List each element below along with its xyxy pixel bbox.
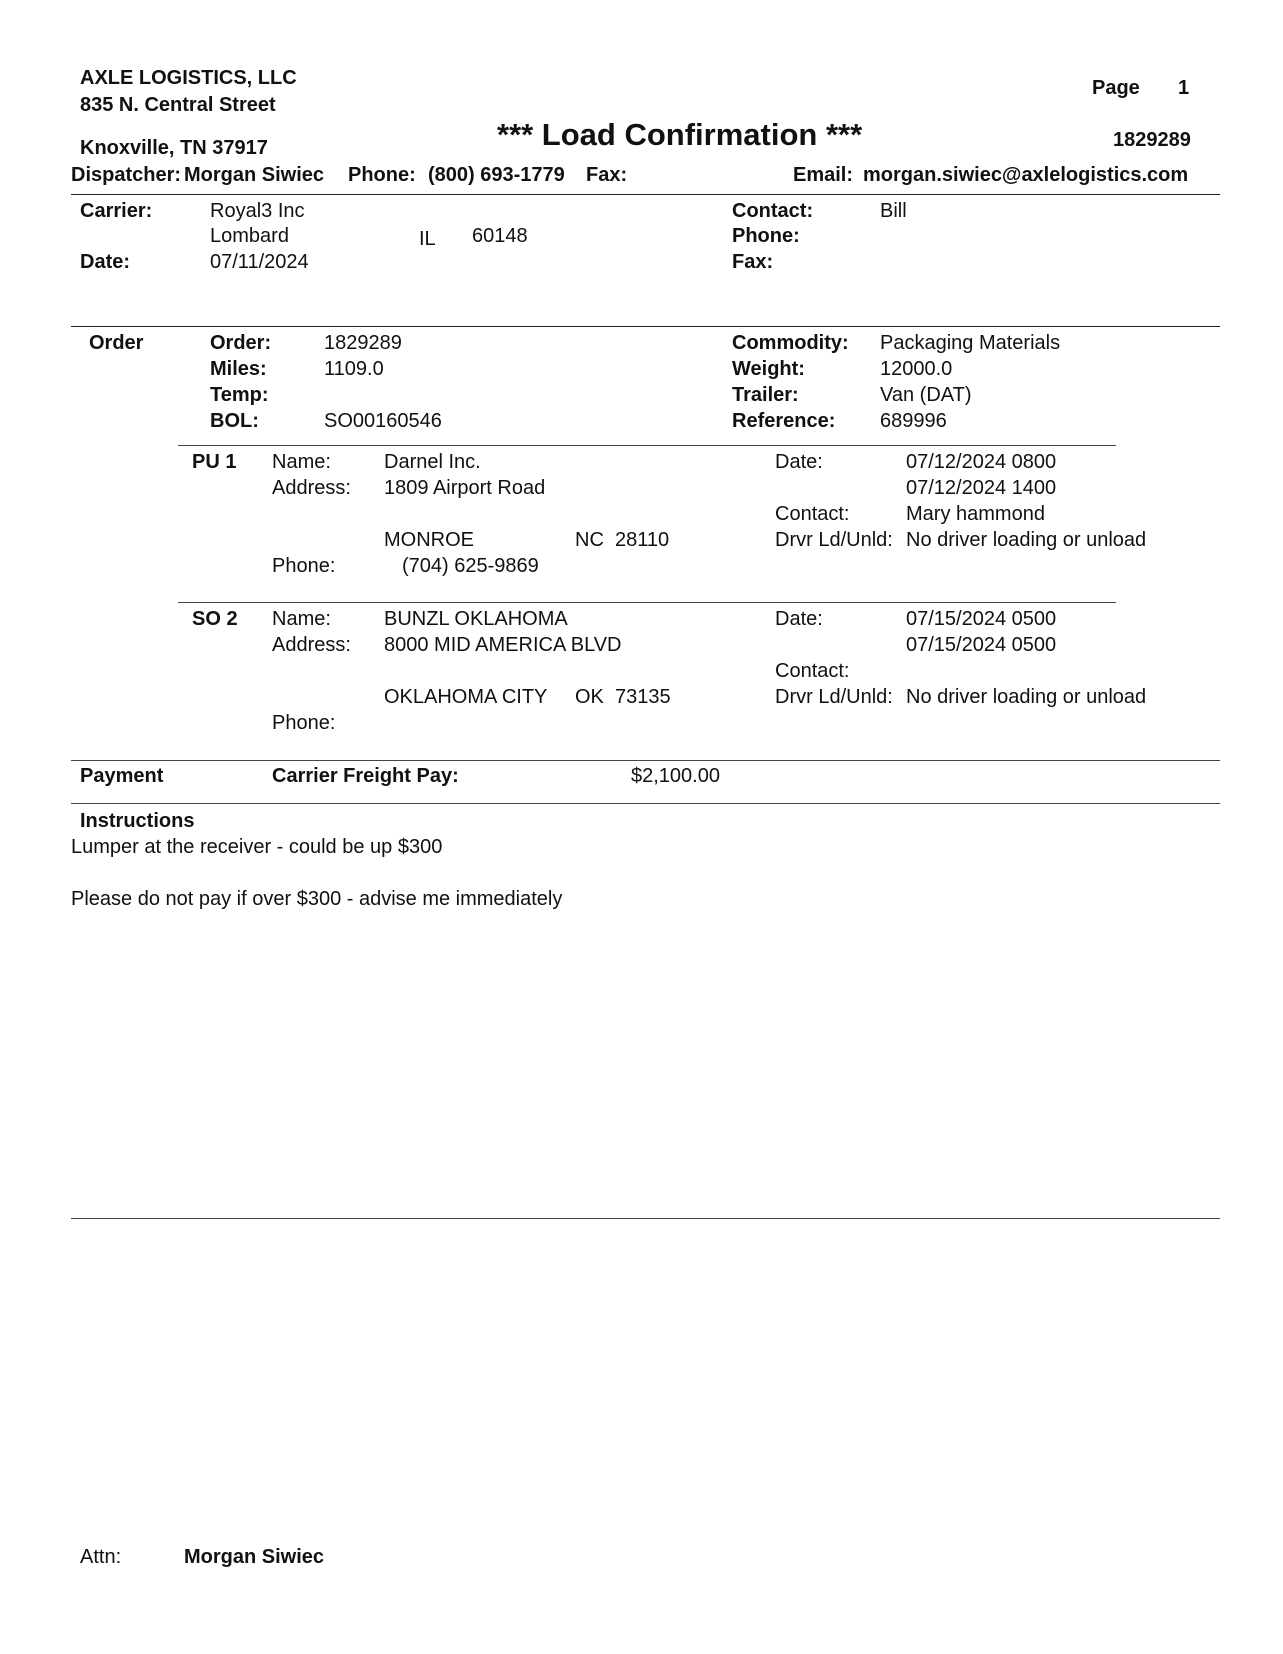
stop-name: BUNZL OKLAHOMA (384, 608, 568, 630)
stop-state-zip: NC 28110 (575, 529, 670, 551)
stop-name: Darnel Inc. (384, 451, 481, 473)
stop-drvr: No driver loading or unload (906, 529, 1147, 551)
stop-date-from: 07/12/2024 0800 (906, 451, 1057, 473)
stop-date-to: 07/12/2024 1400 (906, 477, 1057, 499)
stop-date-label: Date: (775, 608, 823, 630)
carrier-city: Lombard (210, 225, 289, 247)
stop-city: MONROE (384, 529, 474, 551)
stop-address-label: Address: (272, 634, 351, 656)
instruction-line: Please do not pay if over $300 - advise me immediately (71, 888, 563, 910)
attn-label: Attn: (80, 1546, 122, 1568)
divider (178, 602, 1116, 603)
attn-name: Morgan Siwiec (184, 1546, 325, 1568)
stop-name-label: Name: (272, 608, 331, 630)
temp-label: Temp: (210, 384, 269, 406)
reference-value: 689996 (880, 410, 947, 432)
dispatcher-email-label: Email: (793, 164, 854, 186)
dispatcher-name: Morgan Siwiec (184, 164, 325, 186)
divider (71, 194, 1220, 195)
stop-date-to: 07/15/2024 0500 (906, 634, 1057, 656)
carrier-contact: Bill (880, 200, 907, 222)
stop-address-label: Address: (272, 477, 351, 499)
divider (71, 1218, 1220, 1219)
miles-label: Miles: (210, 358, 267, 380)
carrier-fax-label: Fax: (732, 251, 774, 273)
stop-date-label: Date: (775, 451, 823, 473)
weight-label: Weight: (732, 358, 805, 380)
company-street: 835 N. Central Street (80, 94, 276, 116)
dispatcher-label: Dispatcher: (71, 164, 182, 186)
bol-value: SO00160546 (324, 410, 442, 432)
freight-pay-label: Carrier Freight Pay: (272, 765, 459, 787)
page-label: Page (1092, 77, 1140, 99)
stop-city: OKLAHOMA CITY (384, 686, 548, 708)
dispatcher-phone-label: Phone: (348, 164, 416, 186)
trailer-value: Van (DAT) (880, 384, 972, 406)
divider (71, 326, 1220, 327)
carrier-zip: 60148 (472, 225, 528, 247)
stop-contact-label: Contact: (775, 660, 850, 682)
stop-state-zip: OK 73135 (575, 686, 671, 708)
trailer-label: Trailer: (732, 384, 799, 406)
stop-name-label: Name: (272, 451, 331, 473)
miles-value: 1109.0 (324, 358, 384, 380)
order-number: 1829289 (324, 332, 402, 354)
commodity-label: Commodity: (732, 332, 849, 354)
carrier-phone-label: Phone: (732, 225, 800, 247)
stop-date-from: 07/15/2024 0500 (906, 608, 1057, 630)
stop-phone-label: Phone: (272, 555, 336, 577)
stop-address: 1809 Airport Road (384, 477, 546, 499)
stop-phone-label: Phone: (272, 712, 336, 734)
instructions-label: Instructions (80, 810, 195, 832)
divider (178, 445, 1116, 446)
order-section-label: Order (89, 332, 144, 354)
dispatcher-phone: (800) 693-1779 (428, 164, 565, 186)
commodity-value: Packaging Materials (880, 332, 1061, 354)
divider (71, 803, 1220, 804)
carrier-date-label: Date: (80, 251, 131, 273)
stop-drvr: No driver loading or unload (906, 686, 1147, 708)
stop-address: 8000 MID AMERICA BLVD (384, 634, 622, 656)
stop-contact: Mary hammond (906, 503, 1045, 525)
carrier-label: Carrier: (80, 200, 153, 222)
page-number: 1 (1178, 77, 1190, 99)
order-label: Order: (210, 332, 272, 354)
company-city: Knoxville, TN 37917 (80, 137, 268, 159)
company-name: AXLE LOGISTICS, LLC (80, 67, 297, 89)
stop-phone: (704) 625-9869 (402, 555, 539, 577)
carrier-name: Royal3 Inc (210, 200, 305, 222)
load-number: 1829289 (1113, 129, 1191, 151)
carrier-contact-label: Contact: (732, 200, 814, 222)
stop-contact-label: Contact: (775, 503, 850, 525)
instruction-line: Lumper at the receiver - could be up $300 (71, 836, 443, 858)
stop-drvr-label: Drvr Ld/Unld: (775, 529, 893, 551)
dispatcher-email: morgan.siwiec@axlelogistics.com (863, 164, 1189, 186)
carrier-date: 07/11/2024 (210, 251, 309, 273)
stop-tag: SO 2 (192, 608, 238, 630)
reference-label: Reference: (732, 410, 836, 432)
carrier-state: IL (419, 228, 436, 250)
stop-drvr-label: Drvr Ld/Unld: (775, 686, 893, 708)
document-title: *** Load Confirmation *** (497, 117, 863, 152)
freight-pay-amount: $2,100.00 (631, 765, 720, 787)
dispatcher-fax-label: Fax: (586, 164, 628, 186)
divider (71, 760, 1220, 761)
bol-label: BOL: (210, 410, 259, 432)
weight-value: 12000.0 (880, 358, 953, 380)
payment-section-label: Payment (80, 765, 164, 787)
stop-tag: PU 1 (192, 451, 237, 473)
